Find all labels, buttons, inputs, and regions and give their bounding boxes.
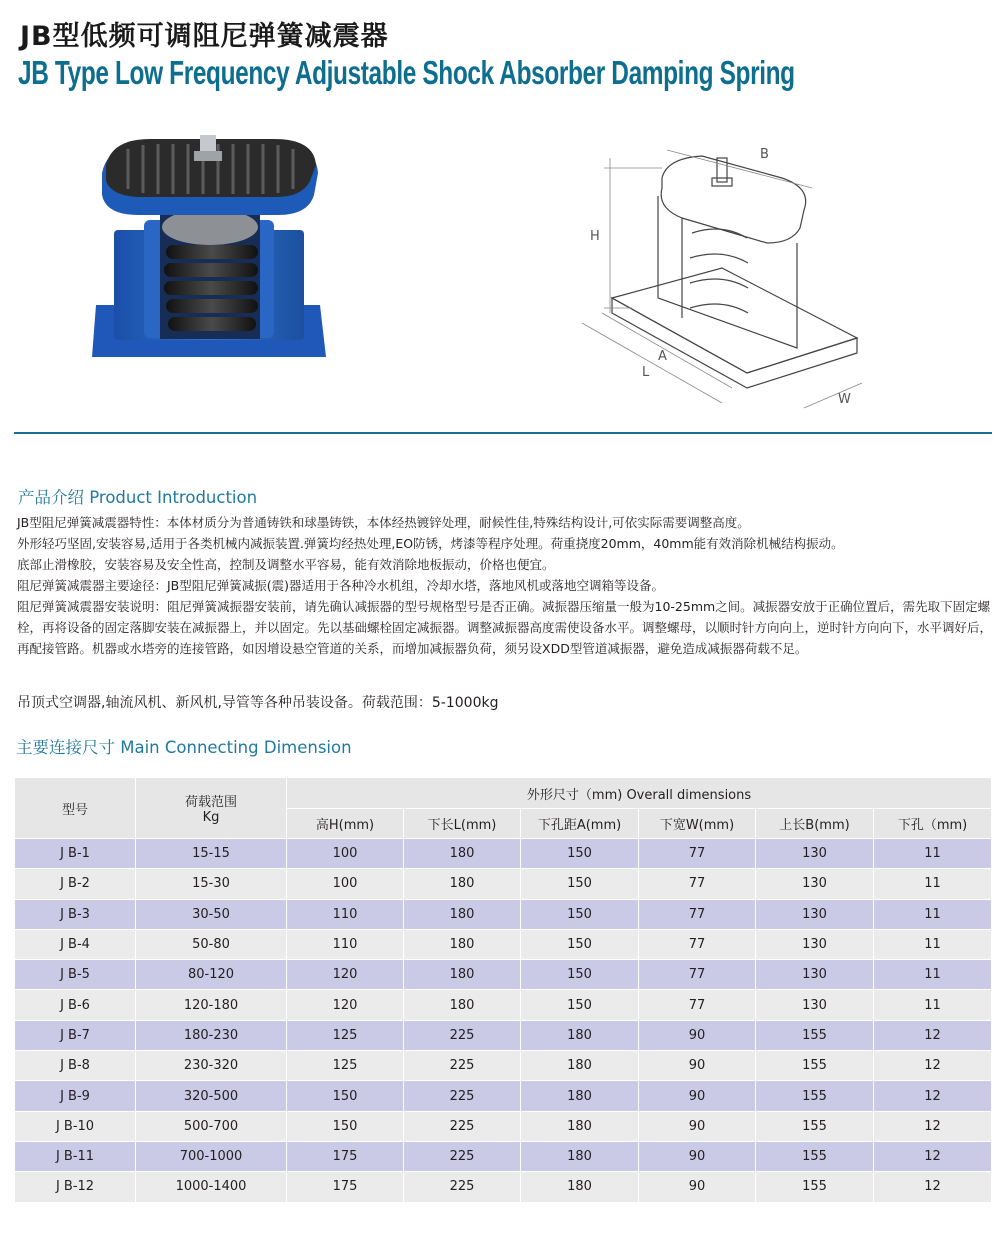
cell-width: 90 [639,1051,756,1081]
cell-model: J B-6 [15,990,136,1020]
label-a: A [658,349,667,364]
dimension-table [14,777,992,1203]
table-row [15,899,992,929]
page-title-en: JB Type Low Frequency Adjustable Shock Absorber Damping Spring [18,54,795,91]
cell-model: J B-4 [15,929,136,959]
intro-paragraph: 外形轻巧坚固,安装容易,适用于各类机械内减振装置.弹簧均经热处理,EO防锈，烤漆等程序处理。荷重挠度20mm，40mm能有效消除机械结构振动。 [17,536,844,551]
dimension-drawing [572,118,872,423]
cell-top-length: 130 [756,960,874,990]
cell-length: 225 [404,1111,521,1141]
header-hole: 下孔（mm) [874,809,992,839]
cell-model: J B-7 [15,1020,136,1050]
cell-top-length: 155 [756,1020,874,1050]
cell-height: 120 [287,990,404,1020]
cell-hole: 12 [874,1081,992,1111]
cell-height: 175 [287,1141,404,1171]
cell-hole-distance: 180 [521,1081,639,1111]
cell-length: 225 [404,1172,521,1202]
cell-load: 120-180 [136,990,287,1020]
table-row [15,990,992,1020]
table-row [15,960,992,990]
cell-height: 100 [287,869,404,899]
table-row [15,1172,992,1202]
cell-hole: 11 [874,869,992,899]
table-row [15,1141,992,1171]
cell-width: 90 [639,1081,756,1111]
cell-load: 15-15 [136,839,287,869]
header-width: 下宽W(mm) [639,809,756,839]
header-model: 型号 [15,778,136,839]
cell-hole-distance: 150 [521,869,639,899]
divider [14,432,992,434]
cell-hole-distance: 180 [521,1051,639,1081]
cell-load: 80-120 [136,960,287,990]
cell-height: 100 [287,839,404,869]
table-row [15,1051,992,1081]
cell-top-length: 155 [756,1172,874,1202]
cell-model: J B-3 [15,899,136,929]
cell-hole: 11 [874,960,992,990]
cell-load: 320-500 [136,1081,287,1111]
header-load [136,778,287,839]
cell-width: 77 [639,839,756,869]
cell-top-length: 155 [756,1141,874,1171]
cell-load: 50-80 [136,929,287,959]
cell-length: 225 [404,1020,521,1050]
cell-model: J B-10 [15,1111,136,1141]
cell-top-length: 155 [756,1081,874,1111]
cell-width: 77 [639,869,756,899]
header-load-unit: Kg [202,810,220,825]
table-row [15,929,992,959]
cell-width: 90 [639,1111,756,1141]
cell-hole: 11 [874,899,992,929]
cell-width: 90 [639,1141,756,1171]
header-length: 下长L(mm) [404,809,521,839]
cell-width: 77 [639,990,756,1020]
cell-hole-distance: 150 [521,899,639,929]
intro-paragraph: 阻尼弹簧减震器安装说明：阻尼弹簧减振器安装前，请先确认减振器的型号规格型号是否正确。减振器压缩量一般为10-25mm之间。减振器安放于正确位置后，需先取下固定螺栓，再将设备的固定落脚安装在减振器上，并以固定。先以基础螺栓固定减振器。调整减振器高度需使设备水平。调整螺母，以顺时针方向向上，逆时针方向向下，水平调好后，再配接管路。机器或水塔旁的连接管路，如因增设悬空管道的关系，而增加减振器负荷，须另设XDD型管道减振器，避免造成减振器荷载不足。 [17,599,993,656]
header-height: 高H(mm) [287,809,404,839]
table-row [15,839,992,869]
cell-length: 180 [404,899,521,929]
page-title-cn: JB型低频可调阻尼弹簧减震器 [20,21,389,52]
cell-hole: 11 [874,839,992,869]
cell-length: 225 [404,1081,521,1111]
product-photo [88,135,328,365]
label-h: H [590,229,600,244]
cell-hole-distance: 150 [521,960,639,990]
cell-height: 150 [287,1111,404,1141]
cell-hole: 12 [874,1111,992,1141]
cell-length: 225 [404,1051,521,1081]
cell-model: J B-5 [15,960,136,990]
intro-heading: 产品介绍 Product Introduction [18,488,258,507]
table-row [15,869,992,899]
table-row [15,1081,992,1111]
intro-paragraph: 底部止滑橡胶，安装容易及安全性高，控制及调整水平容易，能有效消除地板振动，价格也便宜。 [17,557,555,572]
intro-paragraph: JB型阻尼弹簧减震器特性：本体材质分为普通铸铁和球墨铸铁，本体经热镀锌处理，耐候性佳,特殊结构设计,可依实际需要调整高度。 [17,515,750,530]
cell-width: 77 [639,899,756,929]
cell-width: 90 [639,1172,756,1202]
cell-hole-distance: 180 [521,1141,639,1171]
cell-hole-distance: 180 [521,1172,639,1202]
cell-hole: 12 [874,1020,992,1050]
load-range-text: 吊顶式空调器,轴流风机、新风机,导管等各种吊装设备。荷载范围：5-1000kg [17,695,499,711]
cell-load: 1000-1400 [136,1172,287,1202]
cell-height: 110 [287,899,404,929]
header-load-label: 荷载范围 [184,795,237,810]
cell-hole-distance: 150 [521,929,639,959]
cell-model: J B-9 [15,1081,136,1111]
cell-hole-distance: 150 [521,839,639,869]
cell-length: 180 [404,839,521,869]
cell-model: J B-11 [15,1141,136,1171]
cell-height: 110 [287,929,404,959]
cell-length: 180 [404,869,521,899]
cell-hole: 12 [874,1141,992,1171]
cell-length: 180 [404,990,521,1020]
table-row [15,1020,992,1050]
cell-hole: 12 [874,1172,992,1202]
cell-model: J B-1 [15,839,136,869]
cell-height: 150 [287,1081,404,1111]
cell-top-length: 130 [756,869,874,899]
cell-height: 125 [287,1020,404,1050]
dimension-heading: 主要连接尺寸 Main Connecting Dimension [16,738,352,757]
cell-top-length: 130 [756,839,874,869]
cell-top-length: 130 [756,990,874,1020]
header-hole-distance: 下孔距A(mm) [521,809,639,839]
cell-hole-distance: 180 [521,1020,639,1050]
intro-paragraph: 阻尼弹簧减震器主要途径：JB型阻尼弹簧减振(震)器适用于各种冷水机组，冷却水塔，落地风机或落地空调箱等设备。 [17,578,665,593]
cell-top-length: 155 [756,1111,874,1141]
cell-length: 180 [404,960,521,990]
cell-model: J B-12 [15,1172,136,1202]
cell-top-length: 155 [756,1051,874,1081]
cell-top-length: 130 [756,899,874,929]
cell-load: 180-230 [136,1020,287,1050]
cell-hole: 12 [874,1051,992,1081]
cell-load: 30-50 [136,899,287,929]
cell-width: 90 [639,1020,756,1050]
cell-width: 77 [639,929,756,959]
intro-text [17,512,993,659]
cell-hole: 11 [874,990,992,1020]
label-w: W [838,392,851,407]
table-row [15,1111,992,1141]
cell-hole-distance: 180 [521,1111,639,1141]
cell-length: 225 [404,1141,521,1171]
header-top-length: 上长B(mm) [756,809,874,839]
cell-load: 15-30 [136,869,287,899]
cell-load: 500-700 [136,1111,287,1141]
cell-hole-distance: 150 [521,990,639,1020]
cell-hole: 11 [874,929,992,959]
cell-height: 120 [287,960,404,990]
cell-top-length: 130 [756,929,874,959]
cell-model: J B-2 [15,869,136,899]
cell-height: 175 [287,1172,404,1202]
label-l: L [642,365,650,380]
cell-load: 230-320 [136,1051,287,1081]
label-b: B [760,147,769,162]
cell-height: 125 [287,1051,404,1081]
cell-length: 180 [404,929,521,959]
cell-load: 700-1000 [136,1141,287,1171]
header-overall: 外形尺寸（mm) Overall dimensions [287,778,992,809]
cell-width: 77 [639,960,756,990]
cell-model: J B-8 [15,1051,136,1081]
